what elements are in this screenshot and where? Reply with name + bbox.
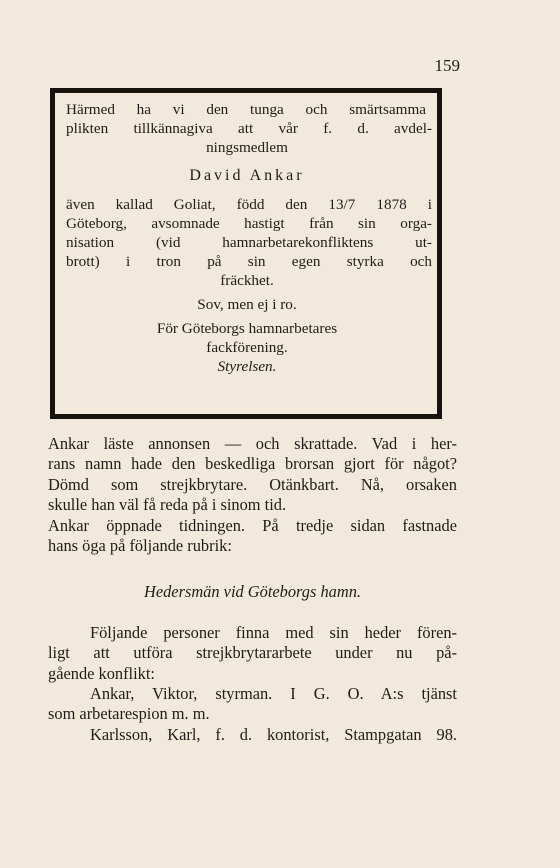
paragraph-line: rans namn hade den beskedliga brorsan gjort för något? (48, 454, 457, 474)
notice-farewell: Sov, men ej i ro. (197, 296, 297, 313)
deceased-name: David Ankar (189, 167, 305, 184)
notice-signature: Styrelsen. (217, 358, 277, 375)
paragraph-line: ligt att utföra strejkbrytararbete under nu på- (48, 643, 457, 663)
obituary-notice (50, 88, 442, 419)
paragraph-line: som arbetarespion m. m. (48, 704, 210, 724)
notice-description-line: även kallad Goliat, född den 13/7 1878 i (66, 196, 432, 213)
paragraph-line: Dömd som strejkbrytare. Otänkbart. Nå, orsaken (48, 474, 457, 494)
notice-intro-line: ningsmedlem (206, 139, 288, 156)
body-text (48, 434, 457, 745)
paragraph-line: Följande personer finna med sin heder fören- (90, 622, 457, 642)
paragraph-line: gående konflikt: (48, 663, 155, 683)
notice-intro-line: Härmed ha vi den tunga och smärtsamma (66, 101, 426, 118)
notice-organization: fackförening. (206, 339, 288, 356)
paragraph-line: Ankar öppnade tidningen. På tredje sidan fastnade (48, 515, 457, 535)
notice-organization: För Göteborgs hamnarbetares (156, 320, 338, 337)
paragraph-line: hans öga på följande rubrik: (48, 536, 232, 556)
article-heading: Hedersmän vid Göteborgs hamn. (144, 582, 361, 602)
notice-intro-line: plikten tillkännagiva att vår f. d. avdel- (66, 120, 432, 137)
paragraph-line: Ankar läste annonsen — och skrattade. Vad i her- (48, 434, 457, 453)
notice-description-line: Göteborg, avsomnade hastigt från sin orga- (66, 215, 432, 232)
notice-description-line: fräckhet. (220, 272, 274, 289)
paragraph-line: Ankar, Viktor, styrman. I G. O. A:s tjänst (90, 684, 457, 704)
paragraph-line: skulle han väl få reda på i sinom tid. (48, 495, 287, 515)
notice-description-line: brott) i tron på sin egen styrka och (66, 253, 432, 270)
notice-description-line: nisation (vid hamnarbetarekonfliktens ut- (66, 234, 432, 251)
page-number: 159 (434, 56, 460, 75)
paragraph-line: Karlsson, Karl, f. d. kontorist, Stampgatan 98. (90, 724, 457, 744)
